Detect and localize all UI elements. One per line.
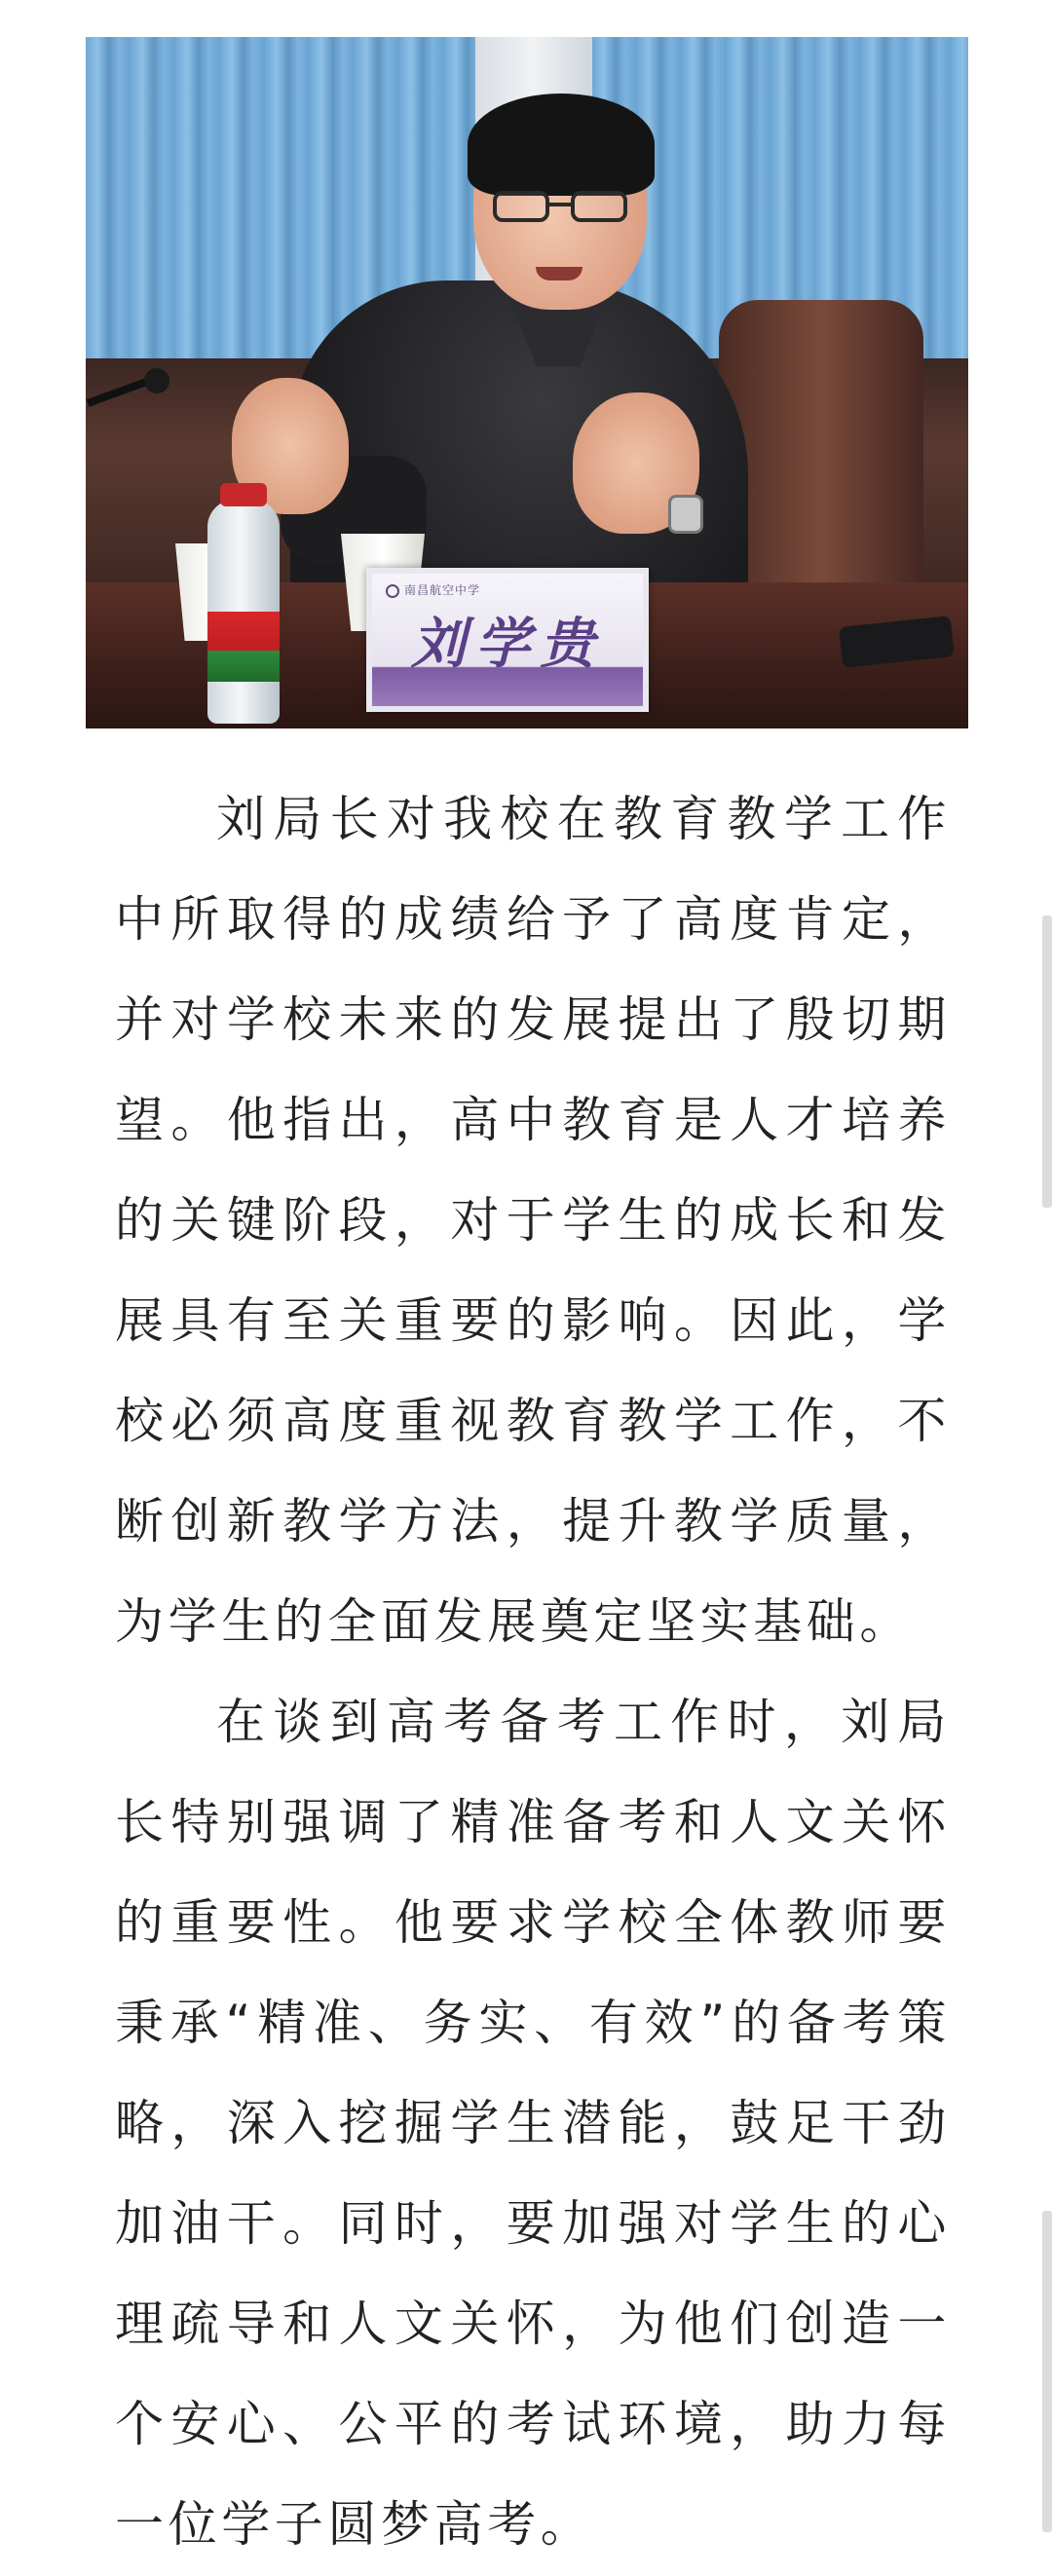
paragraph: 刘局长对我校在教育教学工作中所取得的成绩给予了高度肯定，并对学校未来的发展提出了殷切期望。他指出，高中教育是人才培养的关键阶段，对于学生的成长和发展具有至关重要的影响。因此，学校必须高度重视教育教学工作，不断创新教学方法，提升教学质量，为学生的全面发展奠定坚实基础。 — [115, 791, 951, 1650]
bottle-label — [207, 612, 280, 682]
nameplate-name: 刘学贵 — [411, 612, 604, 676]
speaker-mouth — [536, 267, 582, 280]
speaker-hair — [468, 93, 655, 196]
microphone-icon — [144, 368, 169, 393]
scrollbar-thumb[interactable] — [1042, 915, 1052, 1208]
scrollbar-thumb[interactable] — [1042, 2211, 1052, 2532]
nameplate-school: 南昌航空中学 — [404, 583, 481, 597]
bottle-cap — [220, 483, 267, 506]
glasses-icon — [493, 191, 629, 226]
chair — [719, 300, 923, 631]
paragraph: 在谈到高考备考工作时，刘局长特别强调了精准备考和人文关怀的重要性。他要求学校全体教师要秉承“精准、务实、有效”的备考策略，深入挖掘学生潜能，鼓足干劲加油干。同时，要加强对学生的心理疏导和人文关怀，为他们创造一个安心、公平的考试环境，助力每一位学子圆梦高考。 — [115, 1694, 951, 2553]
watch-icon — [668, 495, 703, 534]
nameplate — [366, 568, 649, 712]
article-body — [115, 769, 951, 2575]
article-photo[interactable] — [86, 37, 968, 728]
nameplate-header — [386, 581, 480, 598]
school-logo-icon — [386, 584, 399, 598]
